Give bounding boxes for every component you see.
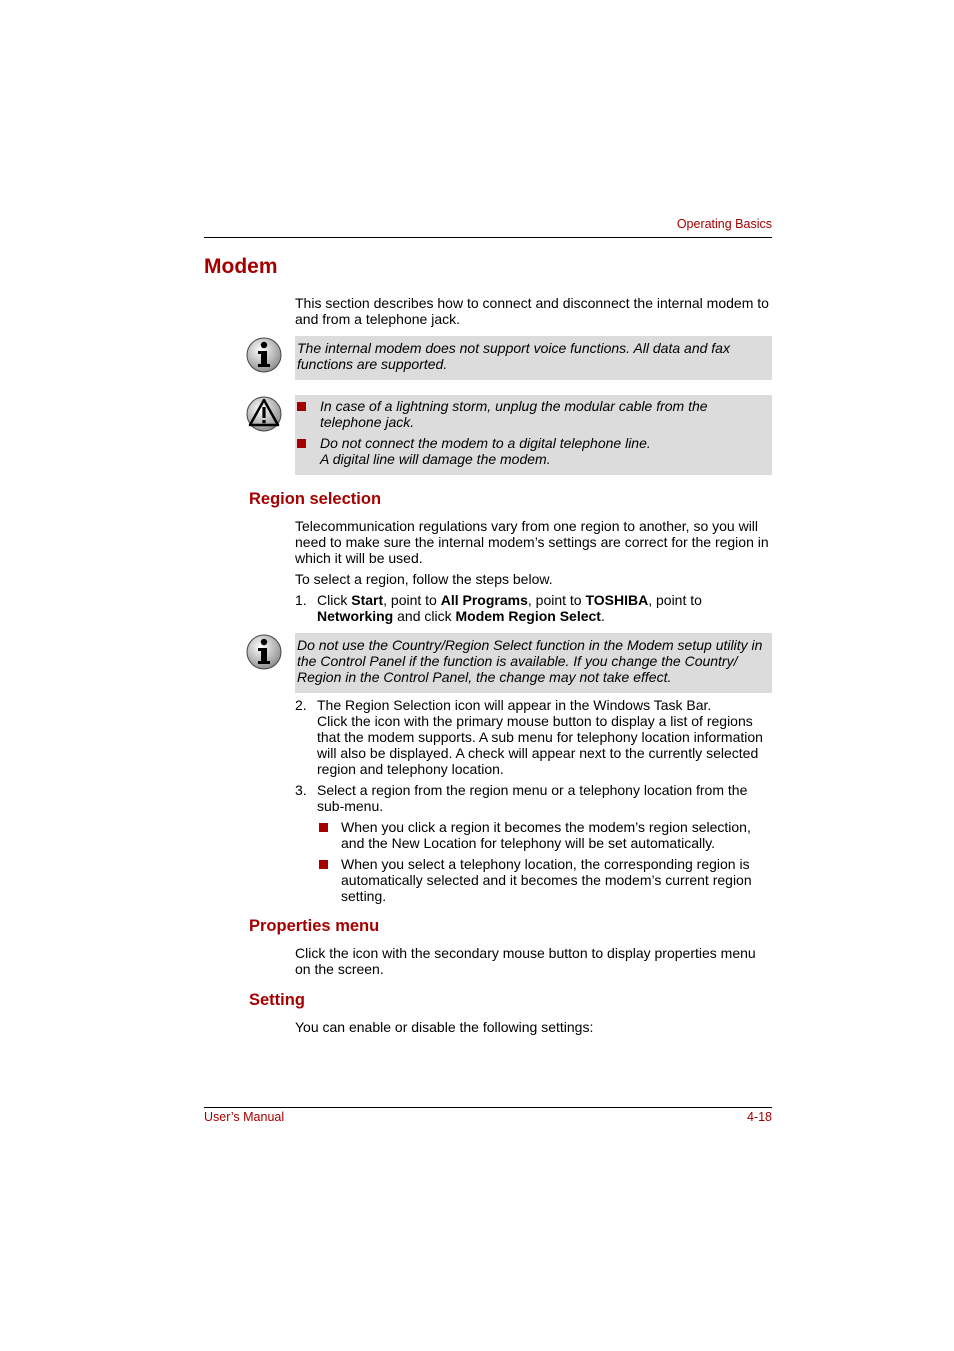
setting-heading: Setting	[249, 991, 305, 1009]
properties-menu-heading: Properties menu	[249, 917, 380, 935]
note-box	[295, 336, 772, 380]
note-box	[295, 633, 772, 693]
properties-paragraph: Click the icon with the secondary mouse button to display properties menu on the screen.	[295, 945, 756, 977]
step-1	[295, 592, 772, 626]
step-1-text: Click Start, point to All Programs, point to TOSHIBA, point to Networking and click Modem Region Select.	[317, 592, 702, 624]
bullet-square	[297, 402, 306, 411]
footer-manual-title: User’s Manual	[204, 1110, 285, 1124]
note-text: The internal modem does not support voice functions. All data and fax functions are supported.	[297, 340, 730, 372]
caution-box	[295, 395, 772, 475]
step-3-bullet: When you click a region it becomes the modem’s region selection, and the New Location for telephony will be set automatically.	[341, 819, 751, 851]
step-2	[295, 697, 772, 779]
step-number: 2.	[295, 697, 307, 713]
region-steps-intro: To select a region, follow the steps below.	[295, 571, 553, 587]
caution-item: In case of a lightning storm, unplug the modular cable from the telephone jack.	[320, 398, 708, 430]
region-selection-heading: Region selection	[249, 490, 382, 508]
bullet-square	[319, 823, 328, 832]
bullet-square	[297, 439, 306, 448]
region-paragraph: Telecommunication regulations vary from one region to another, so you will need to make sure the internal modem’s settings are correct for the region in which it will be used.	[295, 518, 769, 566]
step-number: 3.	[295, 782, 307, 798]
step-number: 1.	[295, 592, 307, 608]
warning-icon	[245, 395, 283, 433]
running-header: Operating Basics	[676, 217, 772, 231]
page-title: Modem	[204, 255, 278, 278]
setting-paragraph: You can enable or disable the following settings:	[295, 1019, 594, 1035]
intro-paragraph: This section describes how to connect and disconnect the internal modem to and from a telephone jack.	[295, 295, 769, 327]
step-3-text: Select a region from the region menu or a telephony location from the sub-menu.	[317, 782, 748, 814]
info-icon	[245, 336, 283, 374]
step-3	[295, 782, 772, 908]
caution-item-line: Do not connect the modem to a digital telephone line.	[320, 435, 651, 451]
note-text: Do not use the Country/Region Select function in the Modem setup utility in the Control Panel if the function is available. If you change the Country/ Region in the Control Panel, the change may not take effect.	[297, 637, 763, 685]
header-rule	[204, 237, 772, 238]
info-icon	[245, 633, 283, 671]
footer-rule	[204, 1107, 772, 1108]
caution-item-line: A digital line will damage the modem.	[320, 451, 551, 467]
bullet-square	[319, 860, 328, 869]
caution-item	[320, 435, 760, 467]
page-number: 4-18	[746, 1110, 772, 1124]
step-3-bullet: When you select a telephony location, the corresponding region is automatically selected and it becomes the modem’s current region setting.	[341, 856, 752, 904]
step-2-text: The Region Selection icon will appear in the Windows Task Bar. Click the icon with the primary mouse button to display a list of regions that the modem supports. A sub menu for telephony location information will also be displayed. A check will appear next to the currently selected region and telephony location.	[317, 697, 763, 777]
